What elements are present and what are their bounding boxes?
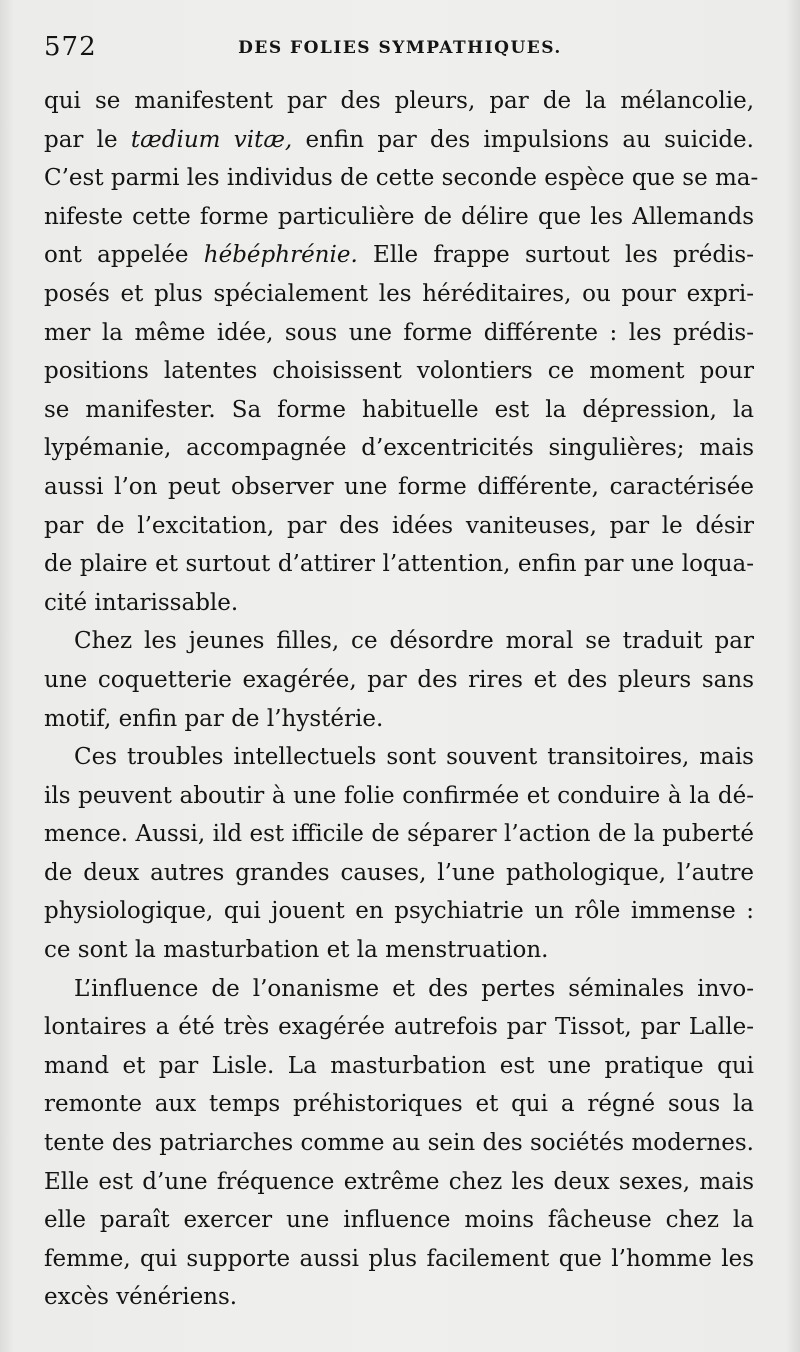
page-number: 572 bbox=[44, 32, 97, 62]
text-line: L’influence de l’onanisme et des pertes séminales invo- bbox=[74, 975, 754, 1002]
text-line bbox=[44, 121, 754, 160]
paragraph bbox=[44, 82, 759, 622]
running-title: DES FOLIES SYMPATHIQUES. bbox=[238, 38, 562, 58]
text-line: elle paraît exercer une influence moins fâcheuse chez la bbox=[44, 1207, 754, 1234]
text-line: femme, qui supporte aussi plus facilement que l’homme les bbox=[44, 1245, 754, 1272]
text-line: physiologique, qui jouent en psychiatrie un rôle immense : bbox=[44, 898, 754, 925]
text-run: par le bbox=[44, 126, 131, 153]
text-line: remonte aux temps préhistoriques et qui a régné sous la bbox=[44, 1091, 754, 1118]
text-line: motif, enfin par de l’hystérie. bbox=[44, 705, 384, 732]
text-line: Chez les jeunes filles, ce désordre moral se traduit par bbox=[74, 628, 754, 655]
text-line: ce sont la masturbation et la menstruation. bbox=[44, 937, 549, 964]
text-run: enfin par des impulsions au suicide. bbox=[292, 126, 754, 153]
text-line: ils peuvent aboutir à une folie confirmée et conduire à la dé- bbox=[44, 782, 754, 809]
text-line: mer la même idée, sous une forme différente : les prédis- bbox=[44, 319, 754, 346]
text-line: une coquetterie exagérée, par des rires et des pleurs sans bbox=[44, 666, 754, 693]
page-header bbox=[40, 32, 760, 68]
text-line: tente des patriarches comme au sein des sociétés modernes. bbox=[44, 1130, 754, 1157]
text-line bbox=[44, 236, 754, 275]
text-run: Elle frappe surtout les prédis- bbox=[357, 242, 754, 269]
body-text bbox=[44, 82, 759, 1317]
text-line: lontaires a été très exagérée autrefois par Tissot, par Lalle- bbox=[44, 1014, 754, 1041]
text-line: lypémanie, accompagnée d’excentricités singulières; mais bbox=[44, 435, 754, 462]
text-run: ont appelée bbox=[44, 242, 204, 269]
text-line: posés et plus spécialement les héréditaires, ou pour expri- bbox=[44, 280, 754, 307]
italic-term: tædium vitæ, bbox=[130, 126, 293, 153]
paragraph bbox=[44, 622, 754, 738]
text-line: excès vénériens. bbox=[44, 1284, 238, 1311]
paragraph bbox=[44, 738, 754, 970]
text-line: C’est parmi les individus de cette seconde espèce que se ma- bbox=[44, 165, 759, 192]
text-line: qui se manifestent par des pleurs, par de la mélancolie, bbox=[44, 88, 754, 114]
italic-term: hébéphrénie. bbox=[203, 242, 358, 269]
text-line: positions latentes choisissent volontiers ce moment pour bbox=[44, 358, 754, 385]
text-line: Elle est d’une fréquence extrême chez les deux sexes, mais bbox=[44, 1168, 754, 1195]
paragraph bbox=[44, 970, 754, 1317]
text-line: de plaire et surtout d’attirer l’attention, enfin par une loqua- bbox=[44, 551, 754, 578]
text-line: cité intarissable. bbox=[44, 589, 239, 616]
text-line: Ces troubles intellectuels sont souvent transitoires, mais bbox=[74, 744, 754, 771]
text-line: nifeste cette forme particulière de délire que les Allemands bbox=[44, 203, 754, 230]
text-line: aussi l’on peut observer une forme différente, caractérisée bbox=[44, 473, 754, 500]
text-line: se manifester. Sa forme habituelle est la dépression, la bbox=[44, 396, 754, 423]
text-line: par de l’excitation, par des idées vaniteuses, par le désir bbox=[44, 512, 754, 539]
text-line: mence. Aussi, ild est ifficile de séparer l’action de la puberté bbox=[44, 821, 754, 848]
text-line: mand et par Lisle. La masturbation est une pratique qui bbox=[44, 1052, 754, 1079]
text-line: de deux autres grandes causes, l’une pathologique, l’autre bbox=[44, 859, 754, 886]
